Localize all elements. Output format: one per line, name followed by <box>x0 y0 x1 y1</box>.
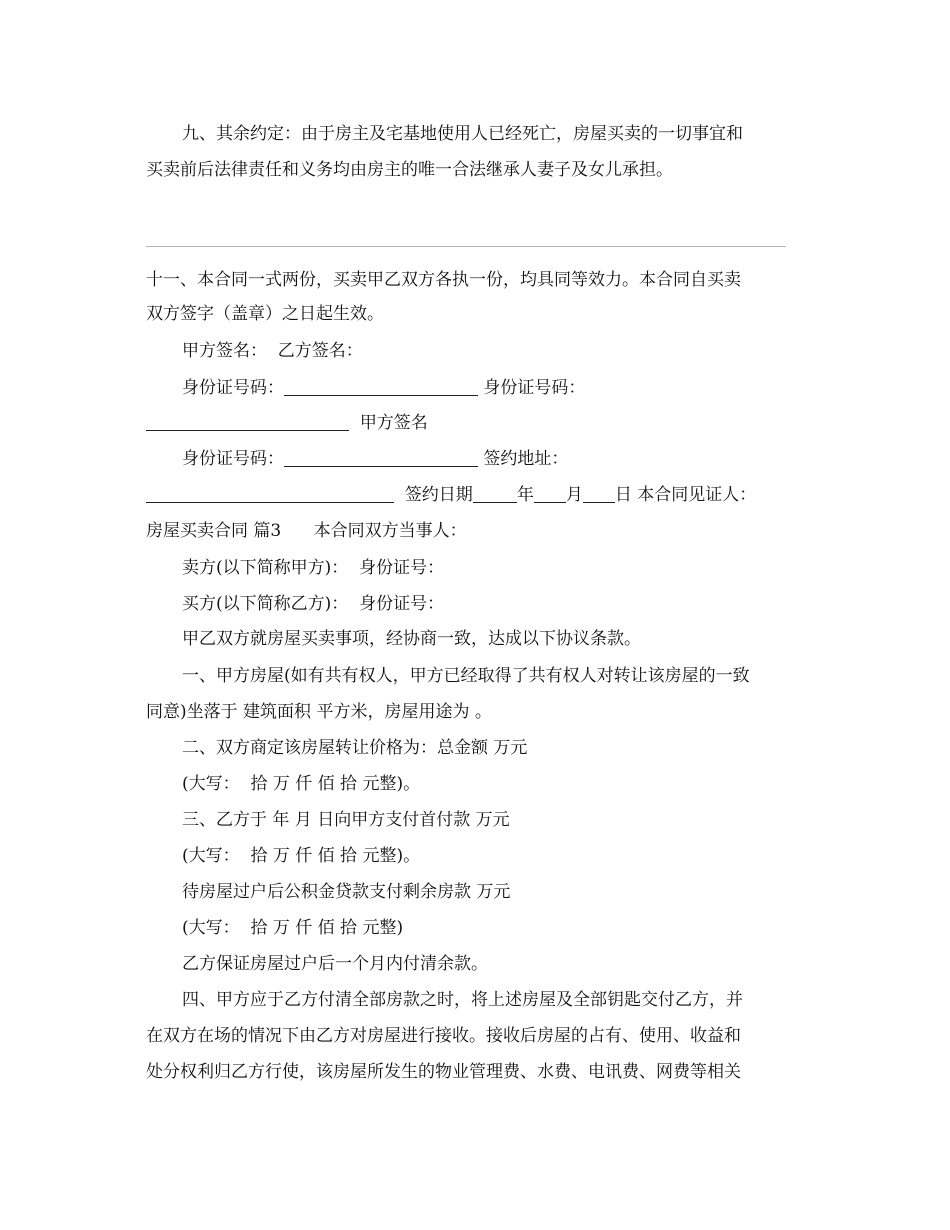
article-3-remainder: 待房屋过户后公积金贷款支付剩余房款 万元 <box>182 882 511 902</box>
year-label: 年 <box>516 485 534 505</box>
sign-date-row <box>146 483 756 507</box>
contract-parties-label: 本合同双方当事人： <box>313 521 467 541</box>
id-number-row-1 <box>182 376 585 400</box>
id-label: 身份证号码： <box>182 378 284 398</box>
article-3-words: (大写： 拾 万 仟 佰 拾 元整)。 <box>182 846 421 866</box>
sign-address-label: 签约地址： <box>483 449 569 469</box>
article-1-line-2: 同意)坐落于 建筑面积 平方米，房屋用途为 。 <box>146 702 492 722</box>
horizontal-divider <box>146 246 786 247</box>
month-blank <box>534 484 566 503</box>
year-blank <box>473 484 517 503</box>
day-blank <box>583 484 615 503</box>
party-a-sign-label: 甲方签名 <box>359 413 428 433</box>
clause-11-line-1: 十一、本合同一式两份，买卖甲乙双方各执一份，均具同等效力。本合同自买卖 <box>146 270 741 290</box>
id-number-row-2 <box>182 447 568 471</box>
contract-3-heading: 房屋买卖合同 篇3 <box>146 521 282 541</box>
agreement-intro: 甲乙双方就房屋买卖事项，经协商一致，达成以下协议条款。 <box>182 629 641 649</box>
article-3-line: 三、乙方于 年 月 日向甲方支付首付款 万元 <box>182 810 510 830</box>
article-3-guarantee: 乙方保证房屋过户后一个月内付清余款。 <box>182 954 488 974</box>
article-4-line-2: 在双方在场的情况下由乙方对房屋进行接收。接收后房屋的占有、使用、收益和 <box>146 1026 741 1046</box>
id-label: 身份证号码： <box>182 449 284 469</box>
clause-9-line-2: 买卖前后法律责任和义务均由房主的唯一合法继承人妻子及女儿承担。 <box>146 160 673 180</box>
contract-3-heading-row <box>146 519 467 543</box>
day-witness-label: 日 本合同见证人： <box>614 485 757 505</box>
article-2-line: 二、双方商定该房屋转让价格为：总金额 万元 <box>182 738 528 758</box>
id-label: 身份证号码： <box>483 378 586 398</box>
article-1-line-1: 一、甲方房屋(如有共有权人，甲方已经取得了共有权人对转让该房屋的一致 <box>182 666 750 686</box>
party-a-sign-row <box>146 411 428 435</box>
signature-labels: 甲方签名： 乙方签名： <box>182 341 363 361</box>
buyer-line: 买方(以下简称乙方)： 身份证号： <box>182 594 445 614</box>
article-4-line-1: 四、甲方应于乙方付清全部房款之时，将上述房屋及全部钥匙交付乙方，并 <box>182 990 743 1010</box>
article-3-remainder-words: (大写： 拾 万 仟 佰 拾 元整) <box>182 918 404 938</box>
seller-line: 卖方(以下简称甲方)： 身份证号： <box>182 558 445 578</box>
id-blank <box>284 377 478 396</box>
sign-date-label: 签约日期 <box>404 485 473 505</box>
clause-11-line-2: 双方签字（盖章）之日起生效。 <box>146 304 384 324</box>
clause-9-line-1: 九、其余约定：由于房主及宅基地使用人已经死亡，房屋买卖的一切事宜和 <box>182 124 743 144</box>
month-label: 月 <box>565 485 583 505</box>
address-blank <box>146 484 394 503</box>
id-blank <box>284 448 478 467</box>
signature-blank <box>146 412 349 431</box>
article-4-line-3: 处分权利归乙方行使，该房屋所发生的物业管理费、水费、电讯费、网费等相关 <box>146 1062 741 1082</box>
article-2-words: (大写： 拾 万 仟 佰 拾 元整)。 <box>182 774 421 794</box>
